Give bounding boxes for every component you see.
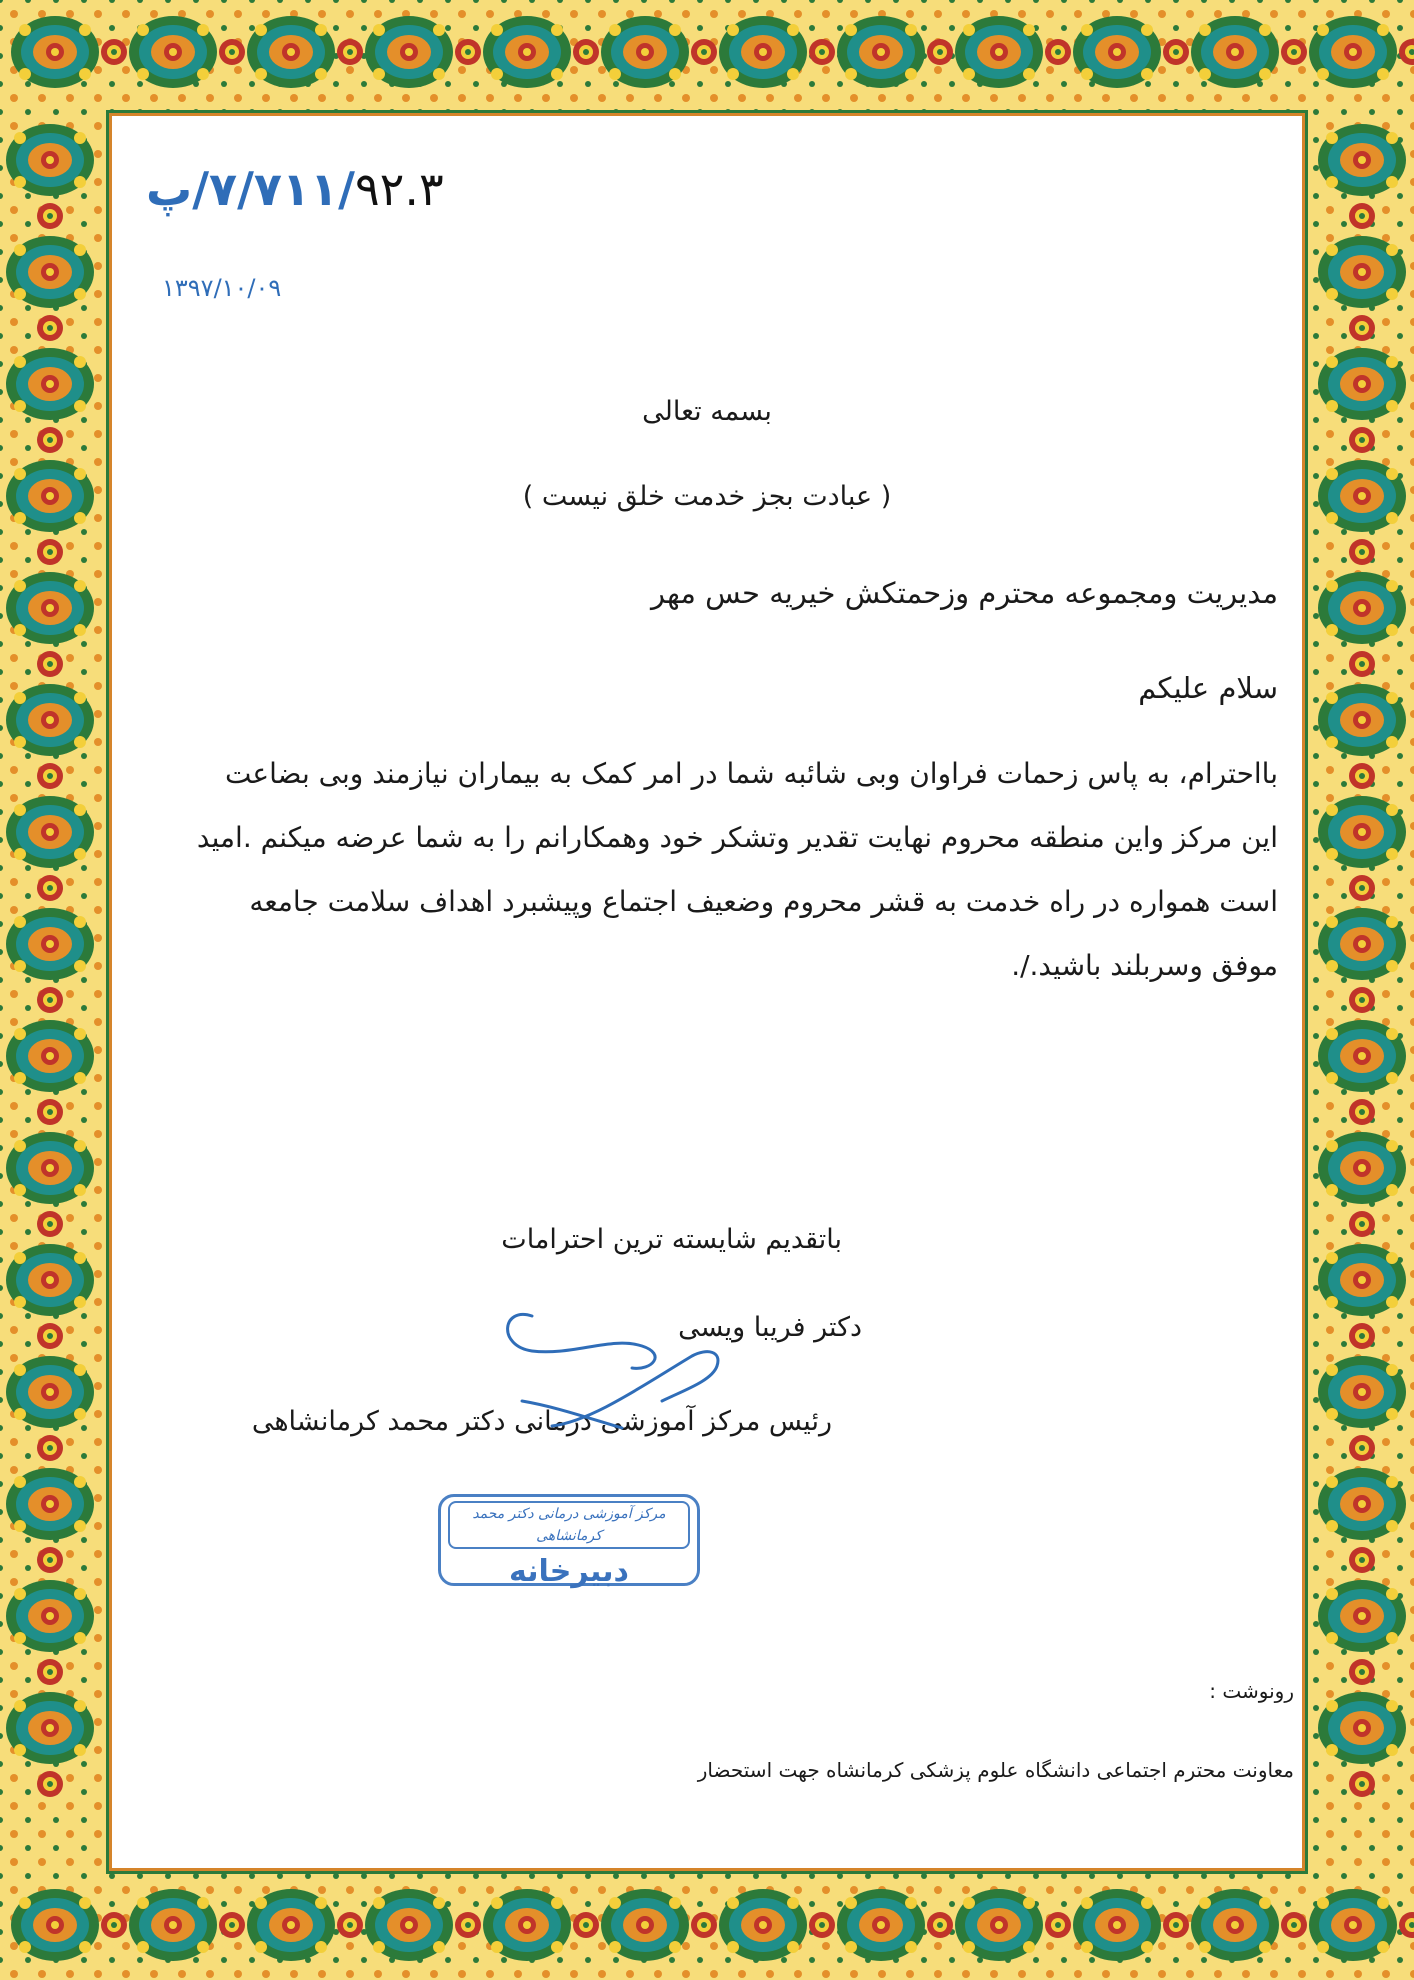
border-flower [809, 39, 835, 65]
letter-body [142, 742, 1278, 998]
secretariat-stamp [438, 1494, 700, 1589]
greeting-line: سلام علیکم [1138, 671, 1278, 705]
border-medallion [6, 1692, 94, 1764]
border-medallion [1318, 684, 1406, 756]
border-medallion [1318, 1356, 1406, 1428]
signer-name: دکتر فریبا ویسی [678, 1312, 862, 1343]
border-flower [37, 315, 63, 341]
border-flower [219, 1912, 245, 1938]
border-medallion [1073, 1889, 1161, 1961]
border-flower [691, 1912, 717, 1938]
border-medallion [1318, 572, 1406, 644]
border-flower [1349, 315, 1375, 341]
body-line: این مرکز واین منطقه محروم نهایت تقدیر وتشکر خود وهمکارانم را به شما عرضه میکنم .امید [196, 821, 1278, 854]
border-flower [37, 1435, 63, 1461]
closing-line: باتقدیم شایسته ترین احترامات [501, 1224, 842, 1255]
border-medallion [483, 1889, 571, 1961]
border-medallion [1318, 124, 1406, 196]
border-medallion [955, 1889, 1043, 1961]
border-flower [37, 1771, 63, 1797]
border-medallion [6, 1132, 94, 1204]
border-flower [1349, 1771, 1375, 1797]
border-medallion [955, 16, 1043, 88]
border-medallion [1318, 236, 1406, 308]
border-flower [37, 1323, 63, 1349]
border-flower [1349, 987, 1375, 1013]
border-medallion [6, 908, 94, 980]
border-medallion [1318, 1244, 1406, 1316]
border-flower [573, 39, 599, 65]
border-medallion [837, 16, 925, 88]
stamp-top-text: مرکز آموزشی درمانی دکتر محمد کرمانشاهی [448, 1501, 690, 1549]
border-flower [337, 1912, 363, 1938]
border-flower [1349, 427, 1375, 453]
border-medallion [1318, 1580, 1406, 1652]
border-medallion [1318, 1132, 1406, 1204]
border-flower [1281, 39, 1307, 65]
border-flower [1349, 651, 1375, 677]
border-medallion [365, 16, 453, 88]
border-flower [927, 1912, 953, 1938]
border-medallion [719, 16, 807, 88]
letter-paper [112, 116, 1302, 1868]
border-flower [1045, 1912, 1071, 1938]
border-medallion [365, 1889, 453, 1961]
border-flower [37, 651, 63, 677]
stamp-main-text: دبیرخانه [509, 1554, 629, 1589]
border-flower [219, 39, 245, 65]
border-flower [1349, 203, 1375, 229]
border-flower [1349, 1435, 1375, 1461]
border-flower [1349, 1547, 1375, 1573]
border-medallion [1309, 1889, 1397, 1961]
border-medallion [1318, 460, 1406, 532]
letter-number [146, 162, 444, 216]
border-flower [1349, 1211, 1375, 1237]
border-medallion [6, 1244, 94, 1316]
border-flower [101, 39, 127, 65]
cc-recipient: معاونت محترم اجتماعی دانشگاه علوم پزشکی کرمانشاه جهت استحضار [697, 1758, 1294, 1782]
border-flower [337, 39, 363, 65]
border-flower [1349, 1659, 1375, 1685]
border-flower [1349, 763, 1375, 789]
handwritten-signature [492, 1276, 762, 1446]
letter-number-prefix: پ/۷/۷۱۱/ [146, 162, 355, 216]
border-flower [37, 427, 63, 453]
body-line: است همواره در راه خدمت به قشر محروم وضعیف اجتماع وپیشبرد اهداف سلامت جامعه [249, 885, 1278, 918]
border-flower [37, 763, 63, 789]
border-medallion [1318, 908, 1406, 980]
border-medallion [6, 236, 94, 308]
border-medallion [483, 16, 571, 88]
border-flower [927, 39, 953, 65]
border-flower [455, 1912, 481, 1938]
border-medallion [1073, 16, 1161, 88]
border-medallion [6, 572, 94, 644]
border-flower [101, 1912, 127, 1938]
border-medallion [6, 1356, 94, 1428]
border-flower [37, 1211, 63, 1237]
border-flower [37, 987, 63, 1013]
border-medallion [601, 16, 689, 88]
addressee-line: مدیریت ومجموعه محترم وزحمتکش خیریه حس مهر [650, 576, 1278, 610]
border-medallion [6, 796, 94, 868]
border-medallion [1191, 16, 1279, 88]
border-flower [37, 875, 63, 901]
border-flower [1163, 39, 1189, 65]
border-medallion [1318, 1020, 1406, 1092]
border-medallion [247, 1889, 335, 1961]
border-medallion [247, 16, 335, 88]
border-flower [691, 39, 717, 65]
border-medallion [719, 1889, 807, 1961]
border-medallion [1309, 16, 1397, 88]
border-medallion [1191, 1889, 1279, 1961]
invocation-heading: بسمه تعالی [642, 396, 772, 427]
border-medallion [6, 1580, 94, 1652]
border-flower [809, 1912, 835, 1938]
letter-date: ۱۳۹۷/۱۰/۰۹ [162, 274, 282, 302]
signer-title: رئیس مرکز آموزشی درمانی دکتر محمد کرمانشاهی [251, 1406, 832, 1437]
border-medallion [6, 124, 94, 196]
border-medallion [837, 1889, 925, 1961]
border-flower [455, 39, 481, 65]
border-flower [1281, 1912, 1307, 1938]
border-medallion [11, 16, 99, 88]
border-medallion [601, 1889, 689, 1961]
border-medallion [1318, 796, 1406, 868]
border-flower [1045, 39, 1071, 65]
border-medallion [11, 1889, 99, 1961]
border-medallion [6, 684, 94, 756]
border-medallion [6, 460, 94, 532]
border-flower [37, 539, 63, 565]
border-medallion [6, 1020, 94, 1092]
border-medallion [1318, 348, 1406, 420]
border-flower [1349, 875, 1375, 901]
body-line: بااحترام، به پاس زحمات فراوان وبی شائبه شما در امر کمک به بیماران نیازمند وبی بضاعت [224, 757, 1278, 790]
border-medallion [6, 1468, 94, 1540]
border-flower [1163, 1912, 1189, 1938]
motto-heading: ( عبادت بجز خدمت خلق نیست ) [522, 481, 892, 512]
border-flower [1349, 539, 1375, 565]
border-medallion [1318, 1468, 1406, 1540]
border-flower [1349, 1323, 1375, 1349]
border-medallion [6, 348, 94, 420]
border-medallion [129, 16, 217, 88]
cc-label: رونوشت : [1209, 1679, 1294, 1703]
border-flower [37, 1659, 63, 1685]
border-flower [37, 1099, 63, 1125]
border-flower [1349, 1099, 1375, 1125]
letter-number-suffix: ۹۲.۳ [354, 162, 444, 216]
border-flower [573, 1912, 599, 1938]
body-line: موفق وسربلند باشید./. [1011, 949, 1278, 982]
border-flower [37, 1547, 63, 1573]
border-medallion [129, 1889, 217, 1961]
border-medallion [1318, 1692, 1406, 1764]
border-flower [37, 203, 63, 229]
